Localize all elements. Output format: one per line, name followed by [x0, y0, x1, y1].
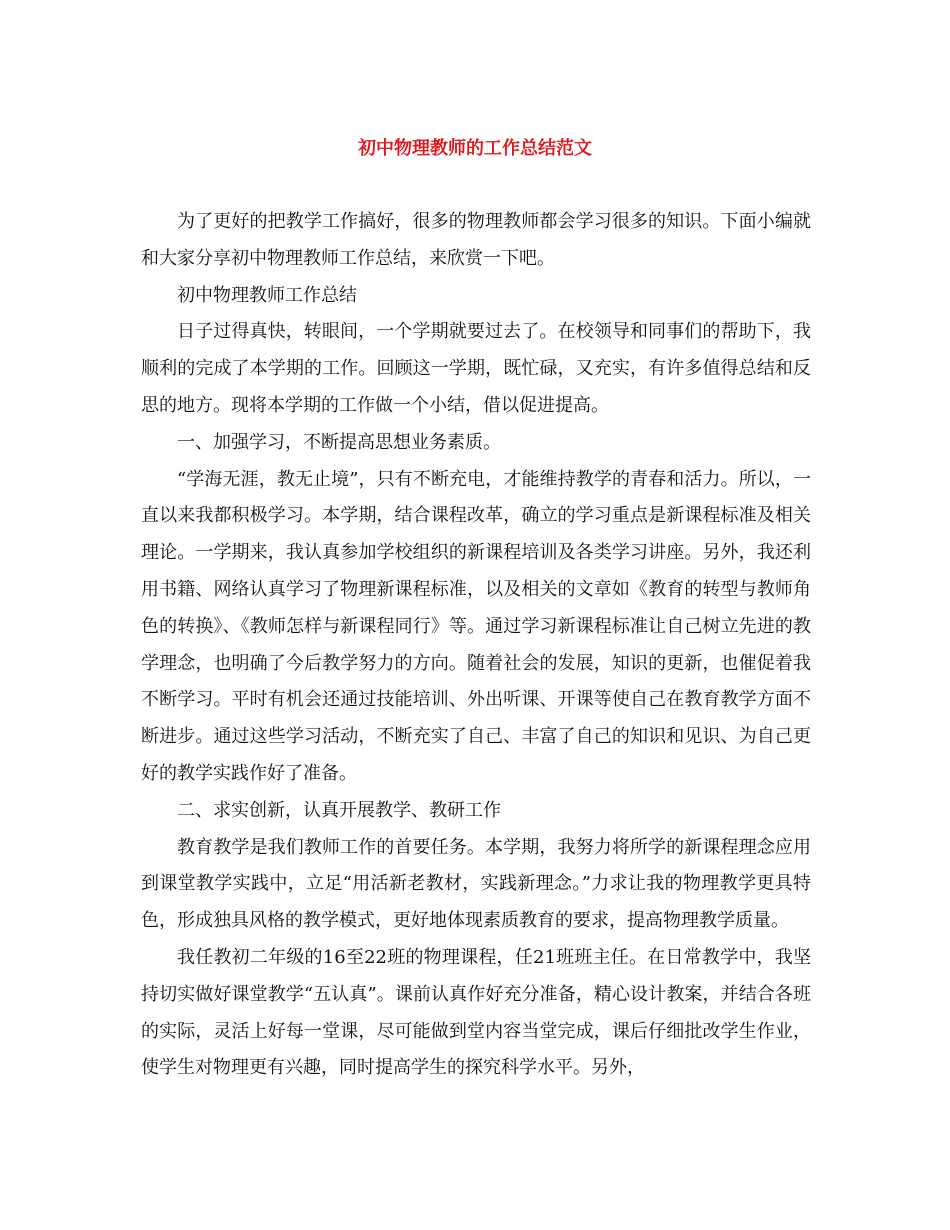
paragraph-subtitle: 初中物理教师工作总结: [177, 284, 357, 306]
paragraph-intro: 为了更好的把教学工作搞好，很多的物理教师都会学习很多的知识。下面小编就和大家分享初中物理教师工作总结，来欣赏一下吧。: [141, 211, 811, 269]
section-heading-1: 一、加强学习，不断提高思想业务素质。: [177, 431, 501, 453]
document-body: [141, 204, 811, 1087]
section-heading-2: 二、求实创新，认真开展教学、教研工作: [177, 799, 501, 821]
paragraph-opening: 日子过得真快，转眼间，一个学期就要过去了。在校领导和同事们的帮助下，我顺利的完成了本学期的工作。回顾这一学期，既忙碌，又充实，有许多值得总结和反思的地方。现将本学期的工作做一个小结，借以促进提高。: [141, 321, 811, 416]
paragraph-study: “学海无涯，教无止境”，只有不断充电，才能维持教学的青春和活力。所以，一直以来我都积极学习。本学期，结合课程改革，确立的学习重点是新课程标准及相关理论。一学期来，我认真参加学校组织的新课程培训及各类学习讲座。另外，我还利用书籍、网络认真学习了物理新课程标准，以及相关的文章如《教育的转型与教师角色的转换》、《教师怎样与新课程同行》等。通过学习新课程标准让自己树立先进的教学理念，也明确了今后教学努力的方向。随着社会的发展，知识的更新，也催促着我不断学习。平时有机会还通过技能培训、外出听课、开课等使自己在教育教学方面不断进步。通过这些学习活动，不断充实了自己、丰富了自己的知识和见识、为自己更好的教学实践作好了准备。: [141, 468, 811, 784]
document-title: 初中物理教师的工作总结范文: [358, 138, 592, 159]
paragraph-classes: 我任教初二年级的16至22班的物理课程，任21班班主任。在日常教学中，我坚持切实做好课堂教学“五认真”。课前认真作好充分准备，精心设计教案，并结合各班的实际，灵活上好每一堂课，尽可能做到堂内容当堂完成，课后仔细批改学生作业，使学生对物理更有兴趣，同时提高学生的探究科学水平。另外，: [141, 946, 811, 1079]
paragraph-teaching: 教育教学是我们教师工作的首要任务。本学期，我努力将所学的新课程理念应用到课堂教学实践中，立足“用活新老教材，实践新理念。”力求让我的物理教学更具特色，形成独具风格的教学模式，更好地体现素质教育的要求，提高物理教学质量。: [141, 836, 811, 932]
